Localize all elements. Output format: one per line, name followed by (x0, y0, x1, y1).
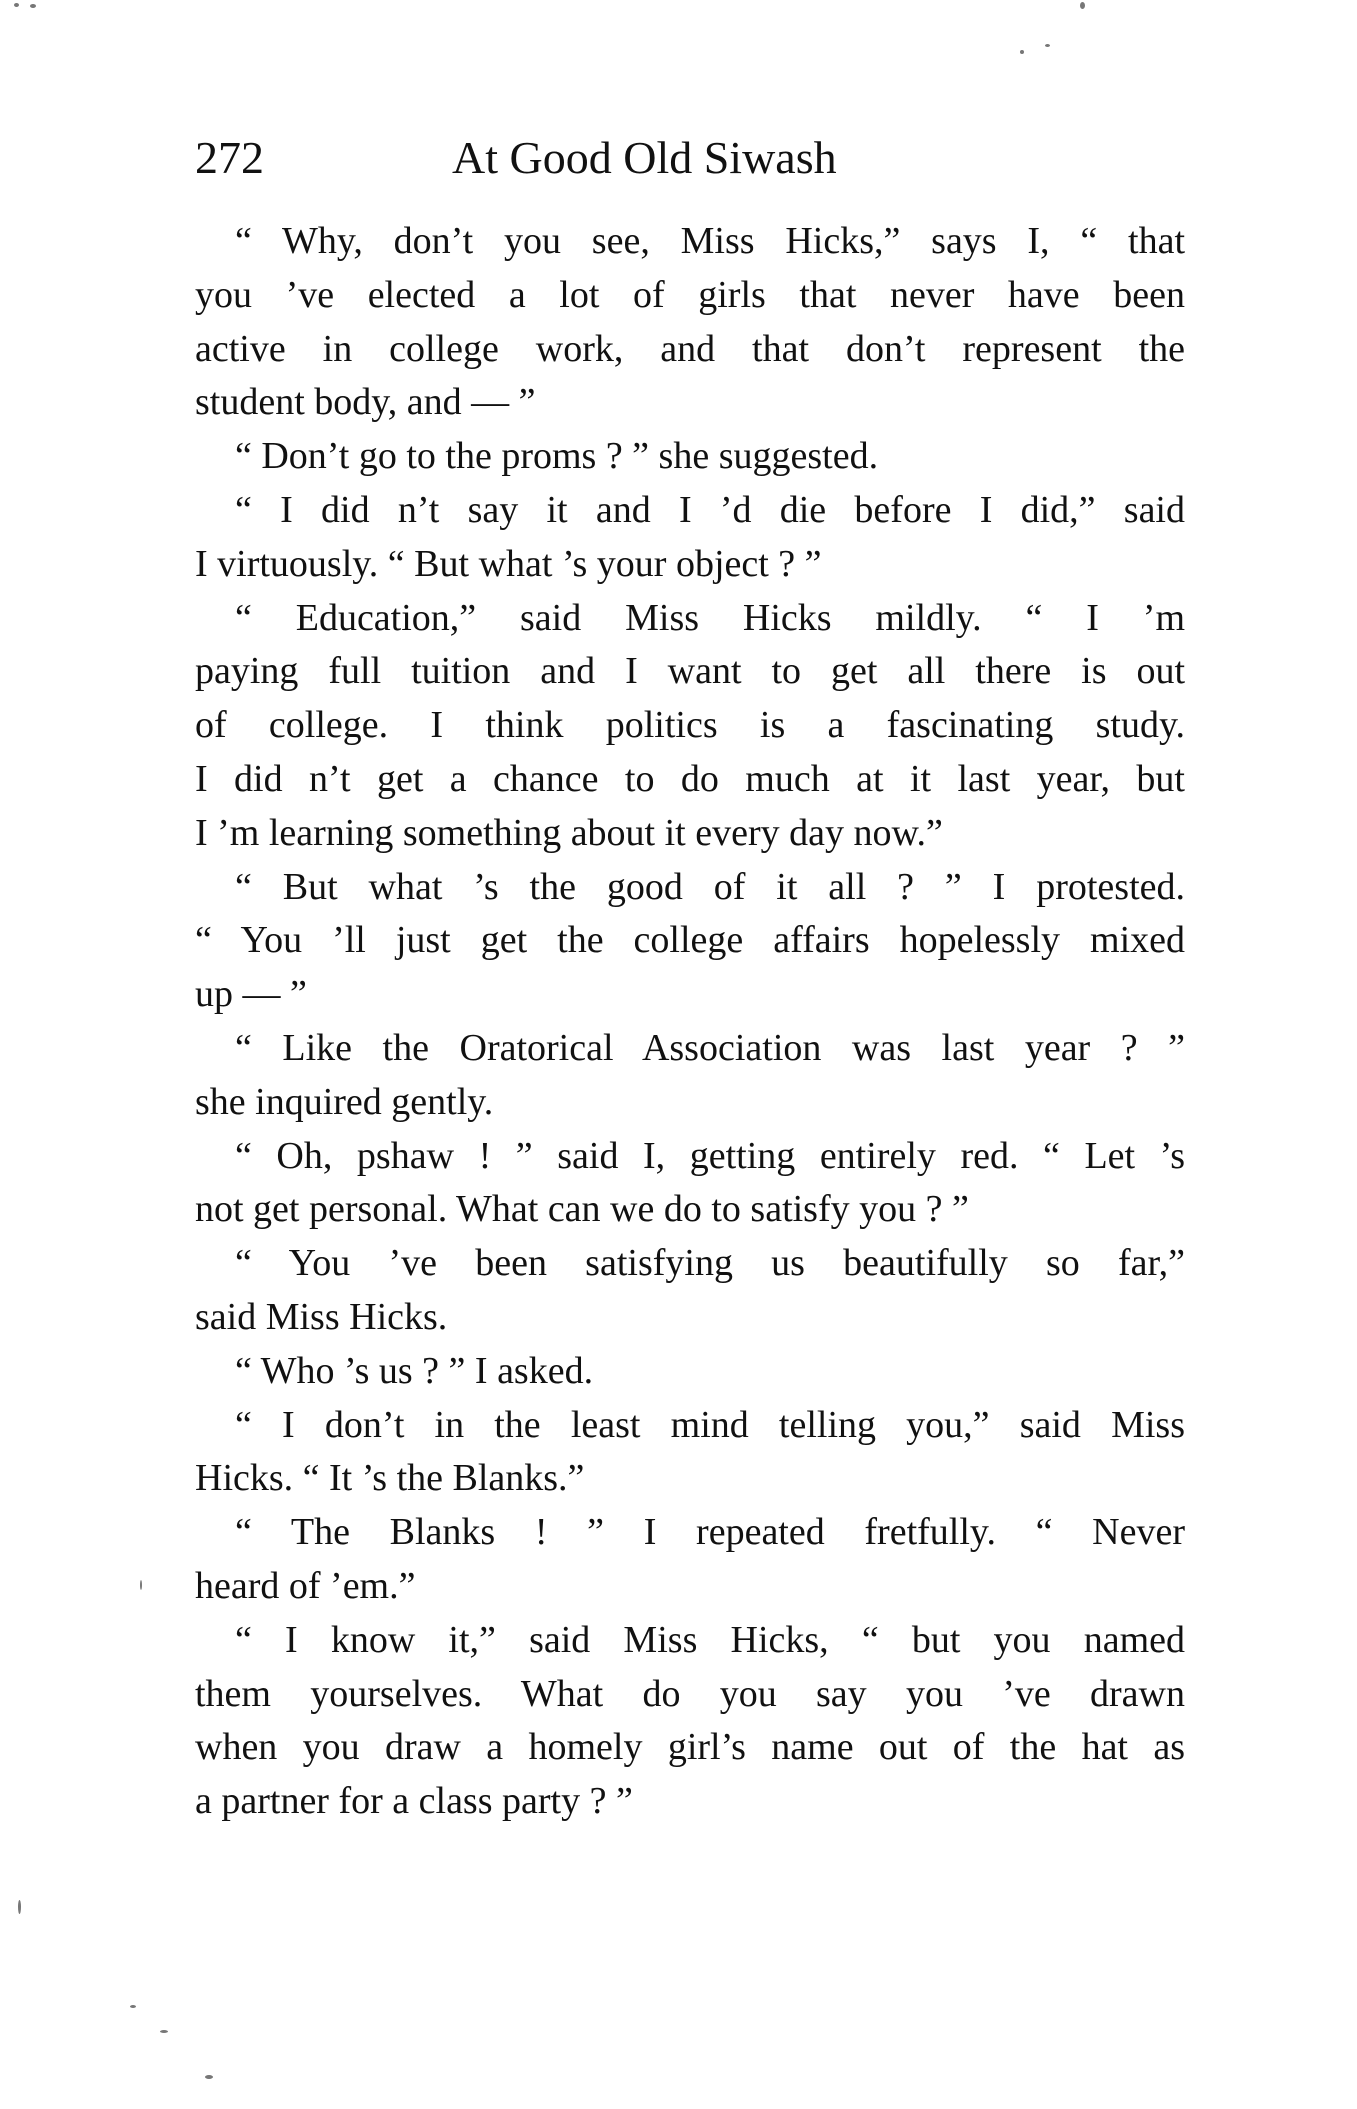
text-line: I did n’t get a chance to do much at it last year, but (195, 757, 1185, 800)
text-line: not get personal. What can we do to satisfy you ? ” (195, 1188, 969, 1231)
text-line: “ Don’t go to the proms ? ” she suggested. (235, 435, 879, 478)
scan-speck (205, 2075, 213, 2079)
text-line: “ The Blanks ! ” I repeated fretfully. “ Never (235, 1511, 1185, 1554)
scan-speck (30, 4, 36, 8)
text-line: “ Education,” said Miss Hicks mildly. “ I ’m (235, 596, 1185, 639)
page-number: 272 (195, 132, 264, 183)
running-title: At Good Old Siwash (452, 132, 837, 183)
text-line: a partner for a class party ? ” (195, 1780, 633, 1823)
text-line: I virtuously. “ But what ’s your object ? ” (195, 542, 822, 585)
text-line: “ I know it,” said Miss Hicks, “ but you named (235, 1618, 1185, 1661)
text-line: you ’ve elected a lot of girls that never have been (195, 273, 1185, 316)
text-line: “ Who ’s us ? ” I asked. (235, 1349, 594, 1392)
body-text (195, 215, 1185, 1829)
text-line: “ You ’ve been satisfying us beautifully so far,” (235, 1242, 1185, 1285)
scan-speck (130, 2005, 136, 2008)
scan-speck (140, 1580, 142, 1590)
text-line: “ I don’t in the least mind telling you,” said Miss (235, 1403, 1185, 1446)
text-line: “ Oh, pshaw ! ” said I, getting entirely red. “ Let ’s (235, 1134, 1185, 1177)
text-line: paying full tuition and I want to get all there is out (195, 650, 1185, 693)
scan-speck (18, 1900, 21, 1914)
scan-speck (160, 2030, 168, 2033)
text-line: of college. I think politics is a fascinating study. (195, 704, 1185, 747)
text-line: them yourselves. What do you say you ’ve drawn (195, 1672, 1185, 1715)
text-line: “ You ’ll just get the college affairs hopelessly mixed (195, 919, 1185, 962)
text-line: she inquired gently. (195, 1080, 494, 1123)
text-line: when you draw a homely girl’s name out of the hat as (195, 1726, 1185, 1769)
text-line: “ But what ’s the good of it all ? ” I protested. (235, 865, 1185, 908)
text-line: “ I did n’t say it and I ’d die before I did,” said (235, 488, 1185, 531)
scan-speck (1045, 44, 1050, 47)
text-line: up — ” (195, 973, 307, 1016)
text-line: heard of ’em.” (195, 1564, 416, 1607)
text-line: “ Why, don’t you see, Miss Hicks,” says I, “ that (235, 220, 1185, 262)
text-line: student body, and — ” (195, 381, 536, 424)
scan-speck (1080, 2, 1085, 9)
scan-speck (1020, 50, 1024, 54)
text-line: active in college work, and that don’t represent the (195, 327, 1185, 370)
running-head (195, 128, 1185, 188)
text-line: said Miss Hicks. (195, 1295, 448, 1338)
text-line: Hicks. “ It ’s the Blanks.” (195, 1457, 585, 1500)
text-line: I ’m learning something about it every day now.” (195, 811, 943, 854)
text-line: “ Like the Oratorical Association was last year ? ” (235, 1026, 1185, 1069)
scan-speck (14, 3, 19, 7)
